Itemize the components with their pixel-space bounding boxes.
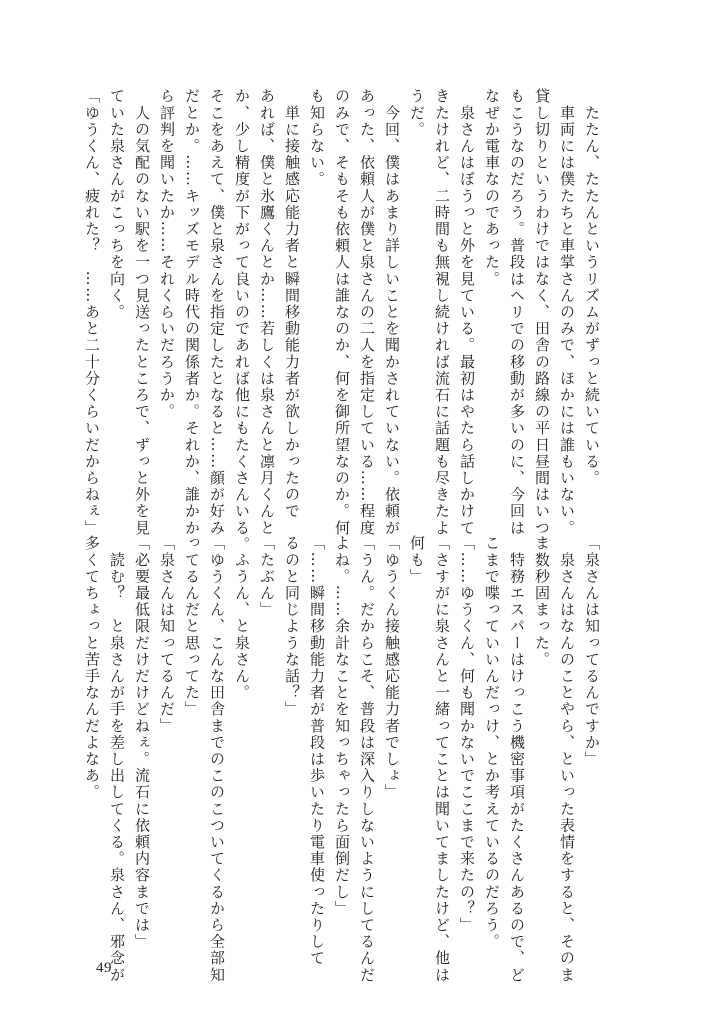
text-line: 「うん。だからこそ、普段は深入りしないようにしてるんだ (358, 535, 376, 984)
text-line: 特務エスパーはけっこう機密事項がたくさんあるので、ど (508, 535, 526, 984)
text-line: るのと同じような話？」 (283, 535, 301, 718)
text-line: 今回、僕はあまり詳しいことを聞かされていない。依頼が (383, 88, 401, 537)
text-line: うだ。 (408, 88, 426, 138)
text-line: 「ゆうくん、疲れた？ ……あと二十分くらいだからねぇ」 (83, 88, 101, 537)
text-line: のみで、そもそも依頼人は誰なのか、何を御所望なのか。何 (333, 88, 351, 537)
text-line: ってるんだと思ってた」 (183, 535, 201, 718)
text-line: あれば、僕と氷鷹くんとか……若しくは泉さんと凛月くんと (258, 88, 276, 537)
text-line: こまで喋っていいんだっけ、とか考えているのだろう。 (483, 535, 501, 950)
text-line: 単に接触感応能力者と瞬間移動能力者が欲しかったので (283, 88, 301, 520)
text-line: ら評判を聞いたか……それくらいだろうか。 (158, 88, 176, 420)
text-line: 「ゆうくん、こんな田舎までのこのこついてくるから全部知 (208, 535, 226, 984)
text-line: 人の気配のない駅を一つ見送ったところで、ずっと外を見 (133, 88, 151, 537)
text-line: 車両には僕たちと車掌さんのみで、ほかには誰もいない。 (558, 88, 576, 537)
text-line: 泉さんはなんのことやら、といった表情をすると、そのま (558, 535, 576, 984)
text-line: 「たぶん」 (258, 535, 276, 618)
text-line: 「泉さんは知ってるんですか」 (583, 535, 601, 768)
text-line: きたけれど、二時間も無視し続ければ流石に話題も尽きたよ (433, 88, 451, 537)
text-line: ま数秒固まった。 (533, 535, 551, 668)
top-text-block (83, 88, 604, 553)
text-line: 「さすがに泉さんと一緒ってことは聞いてましたけど、他は (433, 535, 451, 984)
text-line: か、少し精度が下がって良いのであれば他にもたくさんいる。 (233, 88, 251, 553)
text-line: もこうなのだろう。普段はヘリでの移動が多いのに、今回は (508, 88, 526, 537)
text-line: ていた泉さんがこっちを向く。 (108, 88, 126, 321)
text-line: たたん、たたんというリズムがずっと続いている。 (583, 88, 601, 487)
text-line: 多くてちょっと苦手なんだよなあ。 (83, 535, 101, 801)
text-line: 「……瞬間移動能力者が普段は歩いたり電車使ったりして (308, 535, 326, 967)
text-line: ふうん、と泉さん。 (233, 535, 251, 701)
text-line: 「……ゆうくん、何も聞かないでここまで来たの？」 (458, 535, 476, 934)
text-line: 「ゆうくん接触感応能力者でしょ」 (383, 535, 401, 801)
text-line: 「泉さんは知ってるんだ」 (158, 535, 176, 735)
text-line: 貸し切りというわけではなく、田舎の路線の平日昼間はいつ (533, 88, 551, 537)
text-line: そこをあえて、僕と泉さんを指定したとなると……顔が好み (208, 88, 226, 537)
text-line: 読む？ と泉さんが手を差し出してくる。泉さん、邪念が (108, 535, 126, 984)
page-number: 49 (96, 960, 112, 976)
text-line: よね。……余計なことを知っちゃったら面倒だし」 (333, 535, 351, 917)
text-line: も知らない。 (308, 88, 326, 188)
text-line: なぜか電車なのであった。 (483, 88, 501, 288)
text-line: あった、依頼人が僕と泉さんの二人を指定している……程度 (358, 88, 376, 537)
text-line: 泉さんはぼうっと外を見ている。最初はやたら話しかけて (458, 88, 476, 537)
text-line: だとか。……キッズモデル時代の関係者か。それか、誰かか (183, 88, 201, 537)
text-line: 何も」 (408, 535, 426, 585)
text-line: 「必要最低限だけだけどねぇ。流石に依頼内容までは」 (133, 535, 151, 950)
